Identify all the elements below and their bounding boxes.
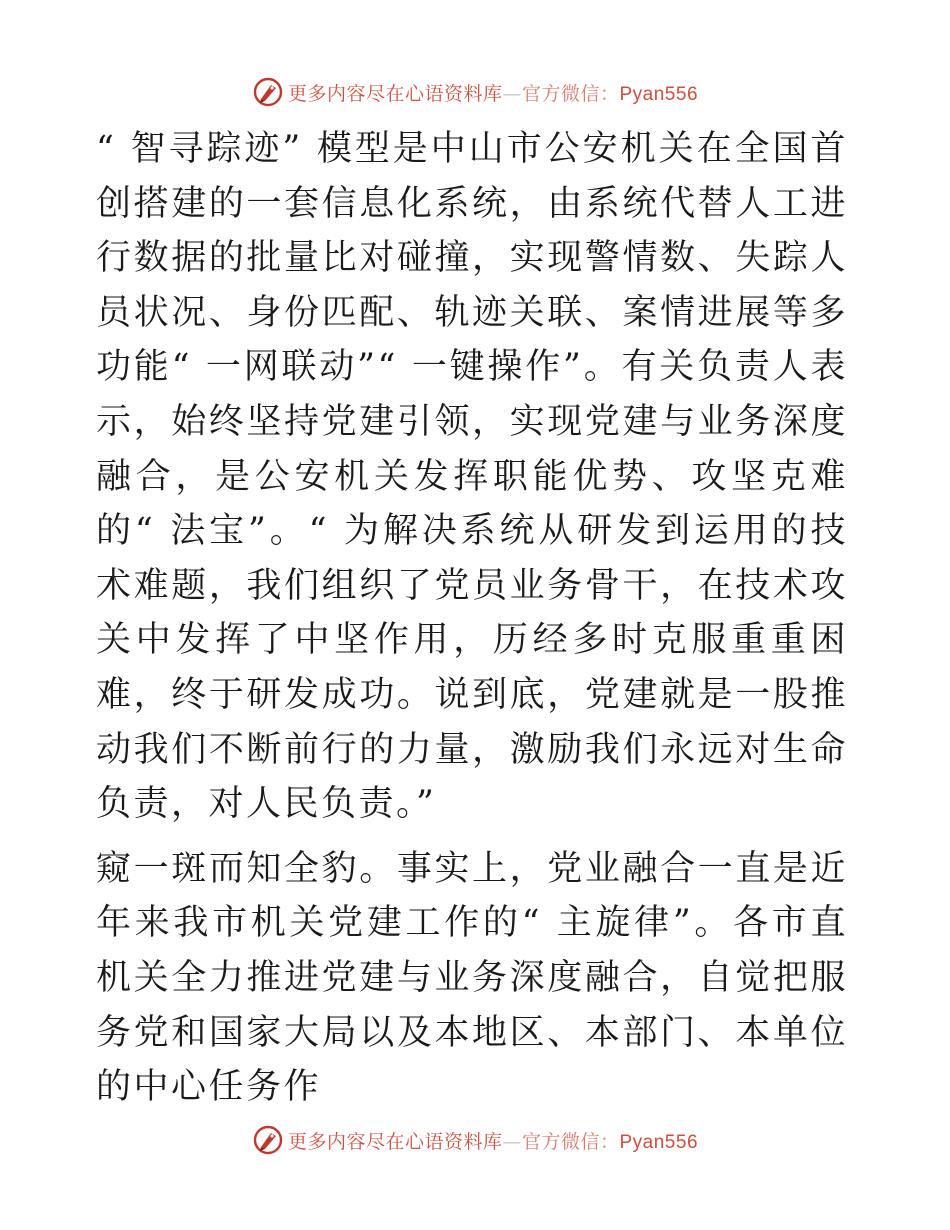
banner-brand-text: 更多内容尽在心语资料库 <box>287 82 503 105</box>
banner-text <box>288 1127 698 1154</box>
banner-separator: — <box>502 1130 522 1153</box>
banner-wechat-id: Pyan556 <box>619 83 699 105</box>
footer-banner <box>0 1120 950 1160</box>
banner-text <box>288 79 698 106</box>
pen-nib-seal-icon <box>252 76 284 108</box>
body-paragraph-1: “ 智寻踪迹” 模型是中山市公安机关在全国首创搭建的一套信息化系统，由系统代替人工进行数据的批量比对碰撞，实现警情数、失踪人员状况、身份匹配、轨迹关联、案情进展等多功能“ 一网联动”“ 一键操作”。有关负责人表示，始终坚持党建引领，实现党建与业务深度融合，是公安机关发挥职能优势、攻坚克难的“ 法宝”。“ 为解决系统从研发到运用的技术难题，我们组织了党员业务骨干，在技术攻关中发挥了中坚作用，历经多时克服重重困难，终于研发成功。说到底，党建就是一股推动我们不断前行的力量，激励我们永远对生命负责，对人民负责。” <box>96 129 848 825</box>
body-paragraph-2: 窥一斑而知全豹。事实上，党业融合一直是近年来我市机关党建工作的“ 主旋律”。各市直机关全力推进党建与业务深度融合，自觉把服务党和国家大局以及本地区、本部门、本单位的中心任务作 <box>96 848 848 1108</box>
banner-separator: — <box>502 82 522 105</box>
banner-wechat-label: 官方微信： <box>521 82 620 105</box>
banner-wechat-id: Pyan556 <box>619 1131 699 1153</box>
document-body <box>96 122 848 1115</box>
banner-brand-text: 更多内容尽在心语资料库 <box>287 1130 503 1153</box>
header-banner <box>0 72 950 112</box>
banner-wechat-label: 官方微信： <box>521 1130 620 1153</box>
pen-nib-seal-icon <box>252 1124 284 1156</box>
